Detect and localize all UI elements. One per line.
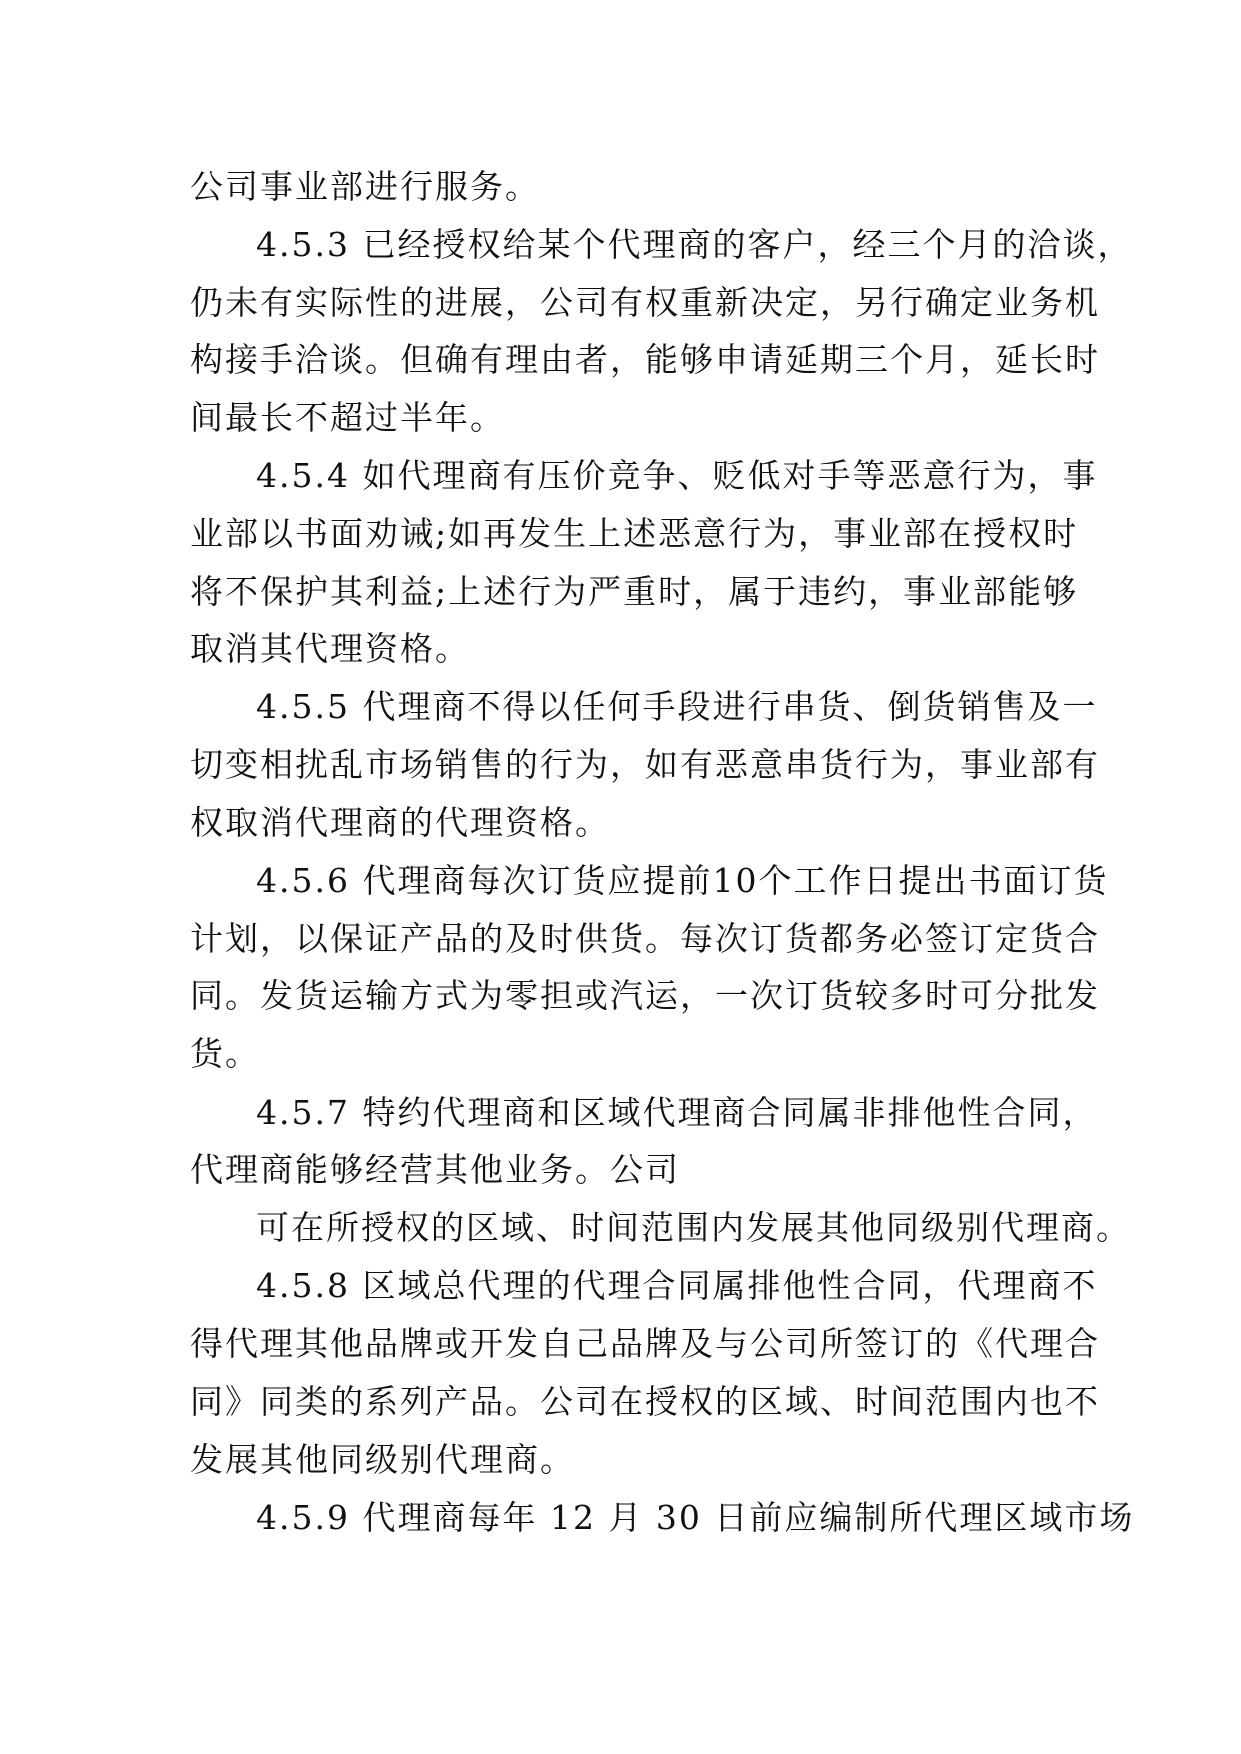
text-line: 4.5.5 代理商不得以任何手段进行串货、倒货销售及一 bbox=[256, 687, 1098, 726]
text-line: 取消其代理资格。 bbox=[190, 629, 470, 668]
text-line: 4.5.6 代理商每次订货应提前10个工作日提出书面订货 bbox=[256, 861, 1109, 900]
text-line: 构接手洽谈。但确有理由者，能够申请延期三个月，延长时 bbox=[190, 340, 1100, 379]
text-line: 4.5.9 代理商每年 12 月 30 日前应编制所代理区域市场 bbox=[256, 1498, 1135, 1537]
text-line: 同》同类的系列产品。公司在授权的区域、时间范围内也不 bbox=[190, 1382, 1100, 1421]
text-line: 计划，以保证产品的及时供货。每次订货都务必签订定货合 bbox=[190, 919, 1100, 958]
text-line: 发展其他同级别代理商。 bbox=[190, 1440, 575, 1479]
text-line: 公司事业部进行服务。 bbox=[190, 167, 540, 206]
text-line: 将不保护其利益;上述行为严重时，属于违约，事业部能够 bbox=[190, 572, 1079, 611]
text-line: 切变相扰乱市场销售的行为，如有恶意串货行为，事业部有 bbox=[190, 745, 1100, 784]
text-line: 间最长不超过半年。 bbox=[190, 398, 505, 437]
text-line: 可在所授权的区域、时间范围内发展其他同级别代理商。 bbox=[256, 1208, 1131, 1247]
text-line: 同。发货运输方式为零担或汽运，一次订货较多时可分批发 bbox=[190, 976, 1100, 1015]
text-line: 4.5.8 区域总代理的代理合同属排他性合同，代理商不 bbox=[256, 1266, 1098, 1305]
text-line: 仍未有实际性的进展，公司有权重新决定，另行确定业务机 bbox=[190, 283, 1100, 322]
text-line: 4.5.4 如代理商有压价竞争、贬低对手等恶意行为，事 bbox=[256, 456, 1098, 495]
text-line: 4.5.3 已经授权给某个代理商的客户，经三个月的洽谈， bbox=[256, 225, 1133, 264]
text-line: 得代理其他品牌或开发自己品牌及与公司所签订的《代理合 bbox=[190, 1324, 1100, 1363]
text-line: 4.5.7 特约代理商和区域代理商合同属非排他性合同， bbox=[256, 1093, 1098, 1132]
text-line: 权取消代理商的代理资格。 bbox=[190, 803, 610, 842]
text-line: 货。 bbox=[190, 1034, 260, 1073]
text-line: 业部以书面劝诫;如再发生上述恶意行为，事业部在授权时 bbox=[190, 514, 1079, 553]
text-line: 代理商能够经营其他业务。公司 bbox=[190, 1150, 680, 1189]
